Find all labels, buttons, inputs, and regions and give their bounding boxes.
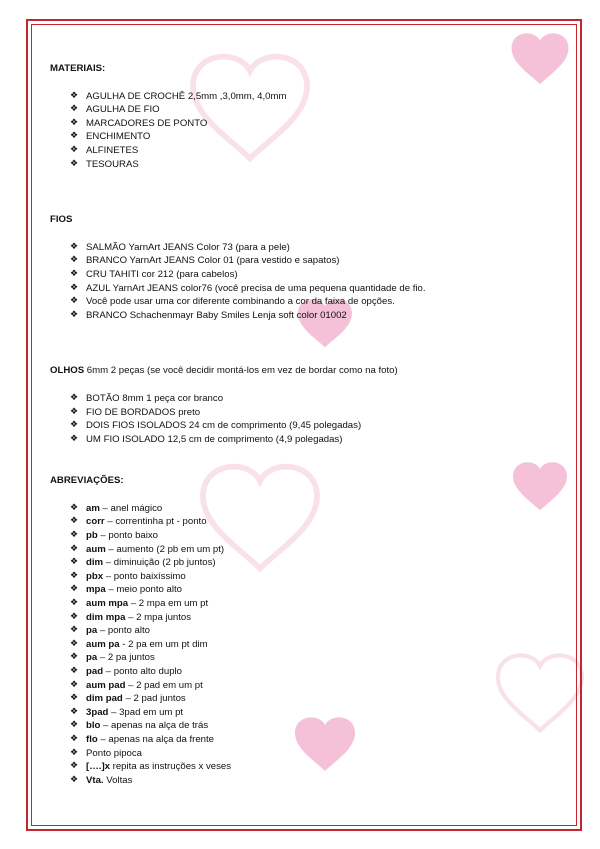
list-item-text: TESOURAS [86,158,139,170]
list-item [68,295,550,309]
abbreviation-term: aum pa [86,638,120,650]
list-item [68,392,550,406]
diamond-bullet-icon: ❖ [69,611,79,622]
list-item [68,309,550,323]
abbreviation-term: Vta. [86,774,104,786]
abbreviation-description: - 2 pa em um pt dim [119,638,208,650]
diamond-bullet-icon: ❖ [69,516,79,527]
list-item [68,433,550,447]
diamond-bullet-icon: ❖ [69,309,79,320]
diamond-bullet-icon: ❖ [69,693,79,704]
abbreviation-description: – ponto alto duplo [103,666,183,677]
list-item [68,515,550,529]
list-item [68,144,550,158]
diamond-bullet-icon: ❖ [69,638,79,649]
list-item-text: BRANCO YarnArt JEANS Color 01 (para vestido e sapatos) [86,255,340,267]
olhos-paragraph [50,364,550,378]
list-item [68,638,550,652]
abbreviation-description: – 2 pa juntos [97,652,155,664]
diamond-bullet-icon: ❖ [69,502,79,513]
olhos-heading: OLHOS [50,365,85,377]
diamond-bullet-icon: ❖ [69,433,79,444]
abbreviation-description: – 2 pad em um pt [125,679,203,691]
abbreviation-term: corr [86,516,105,528]
diamond-bullet-icon: ❖ [69,720,79,731]
diamond-bullet-icon: ❖ [69,706,79,717]
list-item [68,747,550,761]
materiais-list [50,90,550,172]
olhos-text: 6mm 2 peças (se você decidir montá-los em vez de bordar como na foto) [84,365,398,377]
abbreviation-description: – ponto baixíssimo [103,570,186,582]
abbreviation-description: – aumento (2 pb em um pt) [105,543,225,555]
diamond-bullet-icon: ❖ [69,104,79,115]
list-item [68,583,550,597]
abreviacoes-list [50,502,550,787]
list-item [68,774,550,788]
abbreviation-term: 3pad [86,706,109,718]
abreviacoes-heading: ABREVIAÇÕES: [50,475,124,487]
list-item [68,570,550,584]
list-item-text: FIO DE BORDADOS preto [86,406,201,418]
diamond-bullet-icon: ❖ [69,282,79,293]
abbreviation-term: pad [86,666,104,677]
abbreviation-term: pa [86,652,98,664]
list-item-text: Você pode usar uma cor diferente combinando a cor da faixa de opções. [86,296,395,308]
abbreviation-description: – 2 pad juntos [122,693,186,705]
list-item [68,624,550,638]
diamond-bullet-icon: ❖ [69,90,79,101]
list-item-text: UM FIO ISOLADO 12,5 cm de comprimento (4,9 polegadas) [86,433,343,445]
diamond-bullet-icon: ❖ [69,158,79,169]
diamond-bullet-icon: ❖ [69,406,79,417]
abbreviation-term: aum pad [86,679,126,691]
diamond-bullet-icon: ❖ [69,392,79,403]
list-item [68,130,550,144]
abbreviation-description: Ponto pipoca [86,747,143,759]
list-item [68,611,550,625]
diamond-bullet-icon: ❖ [69,241,79,252]
list-item [68,706,550,720]
abbreviation-description: – 2 mpa em um pt [128,598,209,610]
diamond-bullet-icon: ❖ [69,570,79,581]
list-item [68,282,550,296]
diamond-bullet-icon: ❖ [69,420,79,431]
diamond-bullet-icon: ❖ [69,774,79,785]
list-item [68,679,550,693]
abbreviation-term: aum mpa [86,598,129,610]
abbreviation-description: – ponto baixo [97,530,159,542]
diamond-bullet-icon: ❖ [69,625,79,636]
abbreviation-term: mpa [86,584,106,596]
diamond-bullet-icon: ❖ [69,761,79,772]
list-item [68,254,550,268]
abbreviation-term: dim mpa [86,611,126,623]
olhos-list [50,392,550,446]
abbreviation-term: am [86,502,100,514]
abbreviation-description: – anel mágico [99,502,163,514]
list-item [68,406,550,420]
diamond-bullet-icon: ❖ [69,296,79,307]
list-item [68,760,550,774]
list-item [68,502,550,516]
list-item-text: AGULHA DE FIO [86,104,160,116]
diamond-bullet-icon: ❖ [69,584,79,595]
abbreviation-description: – apenas na alça de trás [100,720,209,732]
abbreviation-term: pb [86,530,98,542]
abbreviation-description: – diminuição (2 pb juntos) [103,557,216,569]
list-item [68,692,550,706]
list-item [68,90,550,104]
abbreviation-description: – correntinha pt - ponto [104,516,207,528]
diamond-bullet-icon: ❖ [69,679,79,690]
abbreviation-term: [….]x [86,761,110,773]
list-item [68,419,550,433]
abbreviation-term: pbx [86,570,104,582]
list-item [68,117,550,131]
diamond-bullet-icon: ❖ [69,543,79,554]
diamond-bullet-icon: ❖ [69,131,79,142]
abbreviation-description: – 2 mpa juntos [125,611,192,623]
abbreviation-description: – ponto alto [97,625,151,637]
fios-heading: FIOS [50,214,73,226]
list-item-text: BOTÃO 8mm 1 peça cor branco [86,392,224,404]
list-item [68,543,550,557]
abbreviation-description: Voltas [103,774,133,786]
list-item-text: SALMÃO YarnArt JEANS Color 73 (para a pele) [86,241,290,253]
diamond-bullet-icon: ❖ [69,530,79,541]
diamond-bullet-icon: ❖ [69,598,79,609]
diamond-bullet-icon: ❖ [69,255,79,266]
list-item [68,556,550,570]
diamond-bullet-icon: ❖ [69,733,79,744]
list-item [68,529,550,543]
document-body [50,62,550,787]
abbreviation-term: blo [86,720,101,732]
list-item [68,665,550,679]
list-item [68,719,550,733]
diamond-bullet-icon: ❖ [69,666,79,676]
abbreviation-description: repita as instruções x veses [109,761,232,773]
fios-list [50,241,550,323]
abbreviation-term: aum [86,543,106,555]
diamond-bullet-icon: ❖ [69,652,79,663]
list-item [68,651,550,665]
list-item [68,268,550,282]
list-item-text: AGULHA DE CROCHÊ 2,5mm ,3,0mm, 4,0mm [86,90,287,102]
diamond-bullet-icon: ❖ [69,144,79,155]
abbreviation-term: dim [86,557,104,569]
diamond-bullet-icon: ❖ [69,117,79,128]
list-item-text: ALFINETES [86,144,139,156]
list-item-text: BRANCO Schachenmayr Baby Smiles Lenja soft color 01002 [86,309,347,321]
materiais-heading: MATERIAIS: [50,63,106,74]
list-item [68,733,550,747]
list-item [68,158,550,172]
abbreviation-description: – 3pad em um pt [108,706,184,718]
diamond-bullet-icon: ❖ [69,747,79,758]
abbreviation-term: flo [86,733,98,745]
abbreviation-term: pa [86,625,98,637]
list-item-text: AZUL YarnArt JEANS color76 (você precisa de uma pequena quantidade de fio. [86,282,426,294]
diamond-bullet-icon: ❖ [69,557,79,568]
list-item [68,103,550,117]
abbreviation-description: – meio ponto alto [105,584,183,596]
list-item-text: ENCHIMENTO [86,131,151,143]
list-item-text: DOIS FIOS ISOLADOS 24 cm de comprimento (9,45 polegadas) [86,420,362,432]
list-item [68,597,550,611]
list-item-text: MARCADORES DE PONTO [86,117,208,129]
abbreviation-term: dim pad [86,693,123,705]
list-item-text: CRU TAHITI cor 212 (para cabelos) [86,268,238,280]
diamond-bullet-icon: ❖ [69,268,79,279]
list-item [68,241,550,255]
abbreviation-description: – apenas na alça da frente [97,733,215,745]
